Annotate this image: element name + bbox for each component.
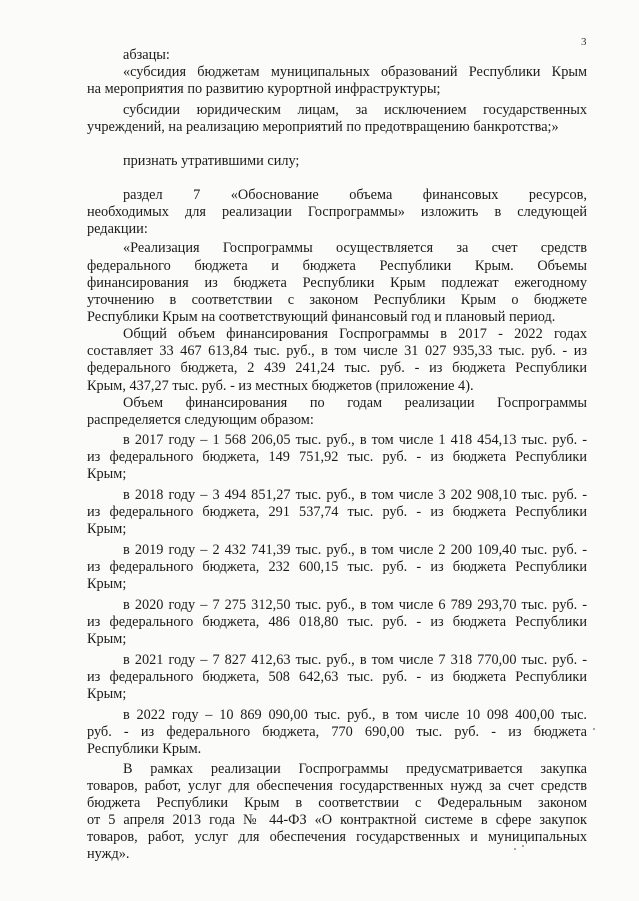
text-line: нужд». [87, 846, 130, 862]
text-line: В рамках реализации Госпрограммы предусматривается закупка [123, 761, 587, 777]
text-line: федерального бюджета и бюджета Республики Крым. Объемы [87, 258, 587, 274]
text-line: абзацы: [123, 47, 170, 63]
text-line: от 5 апреля 2013 года № 44-ФЗ «О контрактной системе в сфере закупок [87, 812, 587, 828]
page-number: 3 [581, 36, 587, 48]
text-line: в 2020 году – 7 275 312,50 тыс. руб., в том числе 6 789 293,70 тыс. руб. - [123, 597, 587, 613]
text-line: Республики Крым. [87, 741, 202, 757]
text-line: из федерального бюджета, 508 642,63 тыс. руб. - из бюджета Республики [87, 669, 587, 685]
text-line: товаров, работ, услуг для обеспечения государственных и муниципальных [87, 829, 587, 845]
text-line: необходимых для реализации Госпрограммы» изложить в следующей [87, 204, 587, 220]
text-line: в 2018 году – 3 494 851,27 тыс. руб., в том числе 3 202 908,10 тыс. руб. - [123, 487, 587, 503]
text-line: в 2021 году – 7 827 412,63 тыс. руб., в том числе 7 318 770,00 тыс. руб. - [123, 652, 587, 668]
text-line: Крым; [87, 686, 127, 702]
text-line: из федерального бюджета, 291 537,74 тыс. руб. - из бюджета Республики [87, 504, 587, 520]
scan-speck [593, 728, 595, 730]
text-line: «субсидия бюджетам муниципальных образований Республики Крым [123, 64, 587, 80]
text-line: раздел 7 «Обоснование объема финансовых ресурсов, [123, 187, 587, 203]
text-line: товаров, работ, услуг для обеспечения государственных нужд за счет средств [87, 778, 587, 794]
scan-speck [514, 848, 516, 850]
text-line: Крым; [87, 576, 127, 592]
text-line: учреждений, на реализацию мероприятий по предотвращению банкротства;» [87, 119, 559, 135]
text-line: бюджета Республики Крым в соответствии с Федеральным законом [87, 795, 587, 811]
text-line: в 2022 году – 10 869 090,00 тыс. руб., в том числе 10 098 400,00 тыс. [123, 707, 587, 723]
text-line: на мероприятия по развитию курортной инфраструктуры; [87, 81, 441, 97]
text-line: из федерального бюджета, 486 018,80 тыс. руб. - из бюджета Республики [87, 614, 587, 630]
text-line: Республики Крым на соответствующий финансовый год и плановый период. [87, 309, 556, 325]
text-line: Крым; [87, 521, 127, 537]
text-line: «Реализация Госпрограммы осуществляется за счет средств [123, 240, 587, 256]
text-line: в 2017 году – 1 568 206,05 тыс. руб., в том числе 1 418 454,13 тыс. руб. - [123, 432, 587, 448]
text-line: распределяется следующим образом: [87, 412, 314, 428]
text-line: из федерального бюджета, 149 751,92 тыс. руб. - из бюджета Республики [87, 449, 587, 465]
text-line: из федерального бюджета, 232 600,15 тыс. руб. - из бюджета Республики [87, 559, 587, 575]
text-line: уточнению в соответствии с законом Республики Крым о бюджете [87, 292, 587, 308]
text-line: финансирования из бюджета Республики Крым подлежат ежегодному [87, 275, 587, 291]
text-line: руб. - из федерального бюджета, 770 690,00 тыс. руб. - из бюджета [87, 724, 587, 740]
text-line: Объем финансирования по годам реализации Госпрограммы [123, 395, 587, 411]
text-line: Крым; [87, 466, 127, 482]
scan-speck [522, 845, 524, 847]
text-line: составляет 33 467 613,84 тыс. руб., в том числе 31 027 935,33 тыс. руб. - из [87, 343, 587, 359]
text-line: федерального бюджета, 2 439 241,24 тыс. руб. - из бюджета Республики [87, 360, 587, 376]
text-line: Крым; [87, 631, 127, 647]
text-line: признать утратившими силу; [123, 153, 300, 169]
text-line: субсидии юридическим лицам, за исключением государственных [123, 102, 587, 118]
text-line: Общий объем финансирования Госпрограммы в 2017 - 2022 годах [123, 326, 587, 342]
text-line: Крым, 437,27 тыс. руб. - из местных бюджетов (приложение 4). [87, 378, 474, 394]
text-line: в 2019 году – 2 432 741,39 тыс. руб., в том числе 2 200 109,40 тыс. руб. - [123, 542, 587, 558]
text-line: редакции: [87, 221, 148, 237]
